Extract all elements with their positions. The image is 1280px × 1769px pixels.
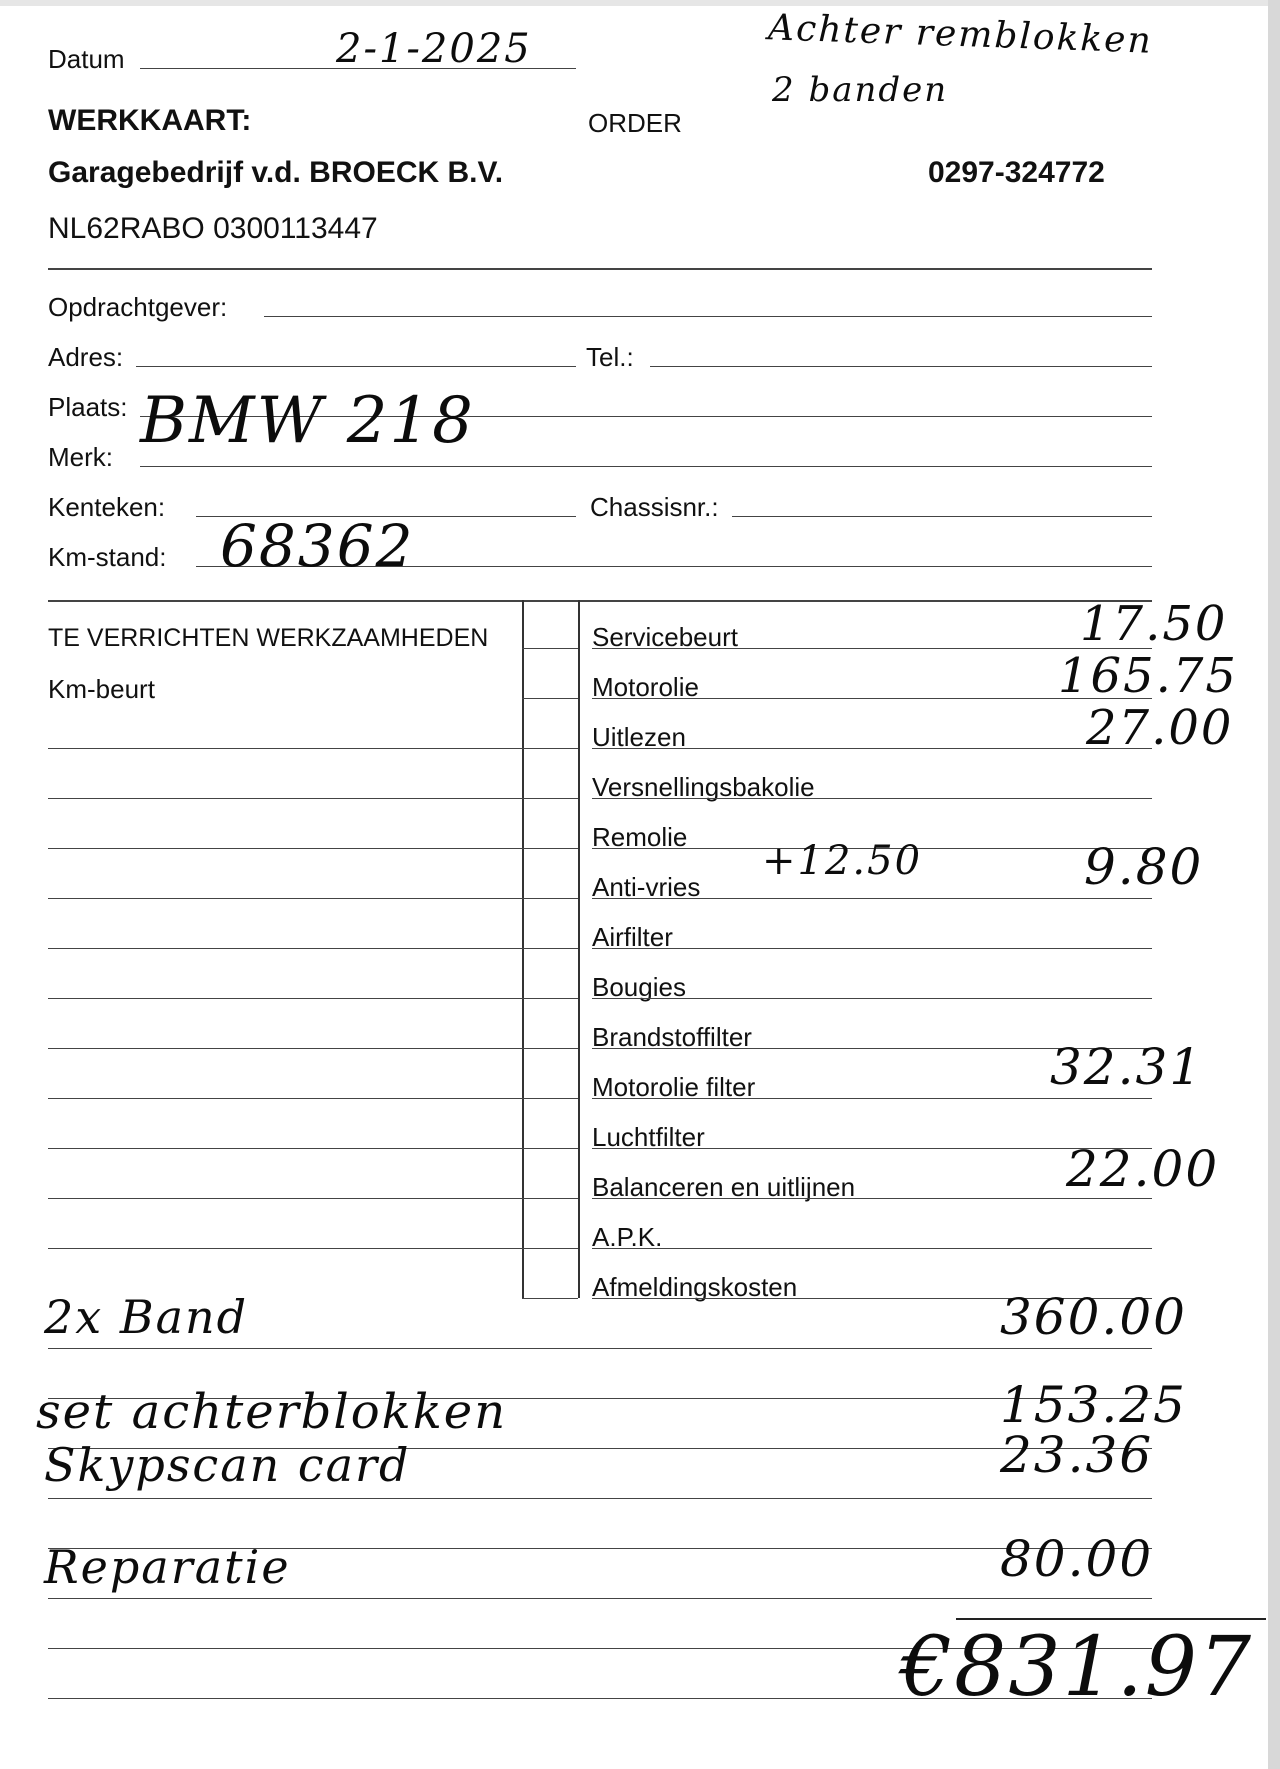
company-iban: NL62RABO 0300113447 — [48, 212, 378, 245]
service-label: Afmeldingskosten — [592, 1272, 798, 1302]
work-line — [48, 898, 522, 899]
service-line — [592, 998, 1152, 999]
checkbox-column-left — [522, 600, 524, 1298]
opdrachtgever-label: Opdrachtgever: — [48, 292, 228, 322]
work-line — [48, 1098, 522, 1099]
work-line — [48, 1048, 522, 1049]
checkbox-row-line — [522, 698, 578, 699]
work-line — [48, 1248, 522, 1249]
adres-label: Adres: — [48, 342, 124, 372]
extra-item-price: 23.36 — [1000, 1426, 1154, 1484]
service-line — [592, 1248, 1152, 1249]
antivries-note: +12.50 — [762, 838, 923, 884]
checkbox-row-line — [522, 748, 578, 749]
chassis-line — [732, 516, 1152, 517]
extra-item-text: set achterblokken — [36, 1384, 508, 1440]
extra-row-line — [48, 1598, 1152, 1599]
checkbox-row-line — [522, 848, 578, 849]
checkbox-row-line — [522, 1298, 578, 1299]
extra-row-line — [48, 1498, 1152, 1499]
checkbox-row-line — [522, 898, 578, 899]
opdrachtgever-line — [264, 316, 1152, 317]
checkbox-row-line — [522, 1048, 578, 1049]
note-line-1: Achter remblokken — [767, 7, 1154, 62]
work-line — [48, 998, 522, 999]
chassis-label: Chassisnr.: — [590, 492, 719, 522]
service-line — [592, 1198, 1152, 1199]
datum-value: 2-1-2025 — [336, 26, 532, 72]
service-label: Airfilter — [592, 922, 673, 952]
adres-line — [136, 366, 576, 367]
checkbox-row-line — [522, 948, 578, 949]
total-value: €831.97 — [900, 1620, 1254, 1715]
service-label: Motorolie filter — [592, 1072, 756, 1102]
merk-value: BMW 218 — [140, 384, 475, 458]
header-divider — [48, 268, 1152, 270]
plaats-label: Plaats: — [48, 392, 128, 422]
balanceren-price: 22.00 — [1066, 1140, 1220, 1198]
service-label: Uitlezen — [592, 722, 686, 752]
work-line — [48, 1148, 522, 1149]
work-line — [48, 848, 522, 849]
service-label: A.P.K. — [592, 1222, 663, 1252]
extra-row-line — [48, 1348, 1152, 1349]
note-line-2: 2 banden — [772, 70, 949, 110]
work-line — [48, 748, 522, 749]
service-label: Balanceren en uitlijnen — [592, 1172, 856, 1202]
extra-item-price: 153.25 — [1000, 1376, 1187, 1434]
service-label: Anti-vries — [592, 872, 701, 902]
service-label: Brandstoffilter — [592, 1022, 752, 1052]
service-line — [592, 948, 1152, 949]
service-line — [592, 748, 1152, 749]
tel-line — [650, 366, 1152, 367]
work-line — [48, 1198, 522, 1199]
company-name: Garagebedrijf v.d. BROECK B.V. — [48, 156, 504, 189]
extra-item-text: 2x Band — [44, 1290, 249, 1344]
service-label: Remolie — [592, 822, 688, 852]
service-label: Servicebeurt — [592, 622, 738, 652]
servicebeurt-price: 17.50 — [1080, 596, 1228, 652]
kmstand-value: 68362 — [220, 512, 415, 580]
werk-first-item: Km-beurt — [48, 674, 155, 704]
werk-header: TE VERRICHTEN WERKZAAMHEDEN — [48, 624, 489, 652]
page-right-edge — [1268, 0, 1280, 1769]
checkbox-row-line — [522, 1248, 578, 1249]
datum-label: Datum — [48, 44, 125, 74]
checkbox-row-line — [522, 648, 578, 649]
kenteken-label: Kenteken: — [48, 492, 166, 522]
tel-label: Tel.: — [586, 342, 634, 372]
kmstand-label: Km-stand: — [48, 542, 167, 572]
uitlezen-price: 27.00 — [1086, 700, 1234, 756]
service-label: Bougies — [592, 972, 686, 1002]
service-line — [592, 1098, 1152, 1099]
extra-item-text: Reparatie — [44, 1540, 291, 1594]
company-phone: 0297-324772 — [928, 156, 1105, 189]
page-top-edge — [0, 0, 1280, 6]
order-label: ORDER — [588, 108, 682, 138]
checkbox-column-right — [578, 600, 580, 1298]
service-line — [592, 798, 1152, 799]
service-label: Luchtfilter — [592, 1122, 705, 1152]
merk-line — [140, 466, 1152, 467]
checkbox-row-line — [522, 1098, 578, 1099]
service-line — [592, 898, 1152, 899]
checkbox-row-line — [522, 1148, 578, 1149]
merk-label: Merk: — [48, 442, 113, 472]
form-title: WERKKAART: — [48, 104, 252, 137]
checkbox-row-line — [522, 998, 578, 999]
service-label: Versnellingsbakolie — [592, 772, 815, 802]
extra-item-price: 80.00 — [1000, 1530, 1154, 1588]
checkbox-row-line — [522, 1198, 578, 1199]
extra-item-price: 360.00 — [1000, 1288, 1187, 1346]
section-divider — [48, 600, 1152, 602]
extra-item-text: Skypscan card — [44, 1438, 411, 1492]
checkbox-row-line — [522, 798, 578, 799]
work-line — [48, 948, 522, 949]
service-label: Motorolie — [592, 672, 699, 702]
motorolie-price: 165.75 — [1058, 648, 1238, 704]
work-line — [48, 798, 522, 799]
antivries-price: 9.80 — [1084, 838, 1204, 896]
motorolie-filter-price: 32.31 — [1050, 1038, 1204, 1096]
